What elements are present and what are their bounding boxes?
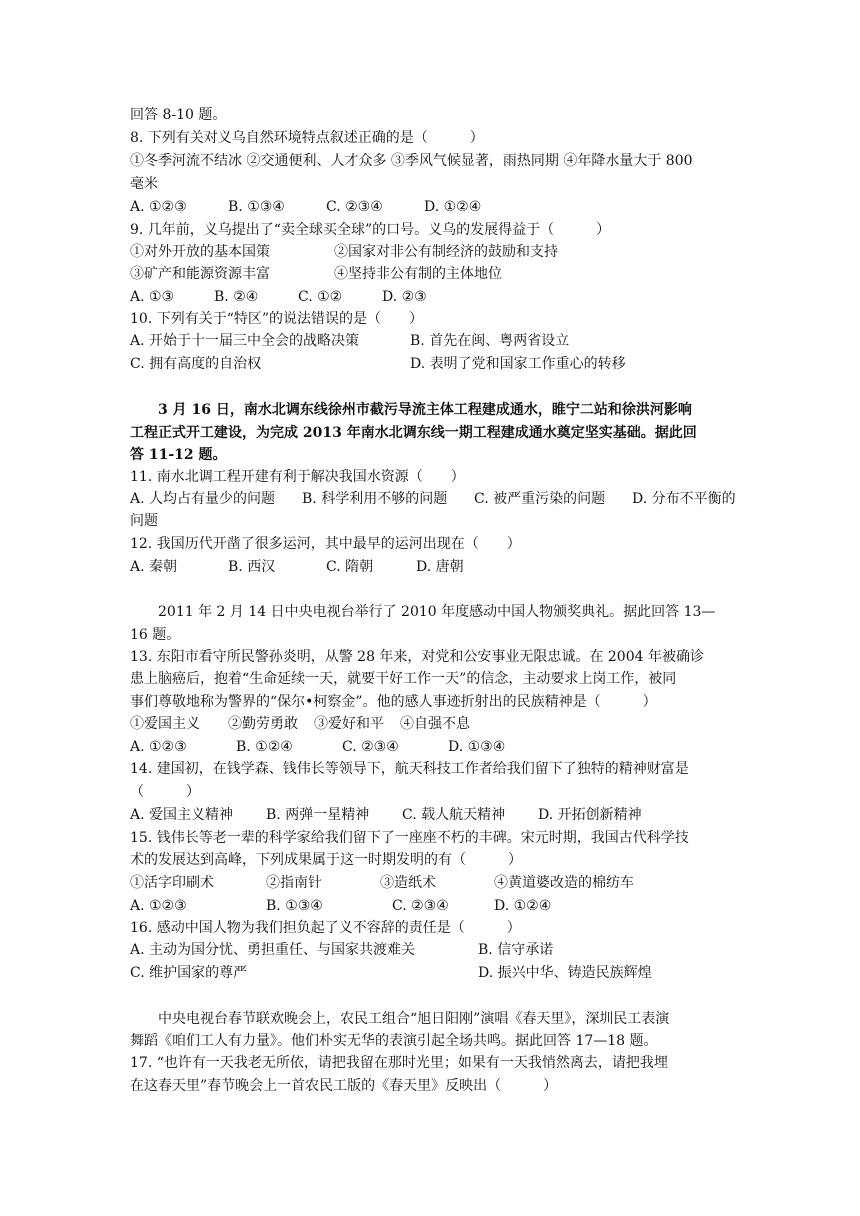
text-line: 患上脑癌后，抱着“生命延续一天，就要干好工作一天”的信念，主动要求上岗工作，被同	[130, 671, 677, 687]
answer-options	[130, 557, 464, 577]
text-line: 事们尊敬地称为警界的“保尔•柯察金”。他的感人事迹折射出的民族精神是（ ）	[130, 694, 657, 710]
option-a: A. 人均占有量少的问题	[130, 491, 276, 507]
answer-options	[130, 805, 642, 825]
statement-1: ①对外开放的基本国策	[130, 244, 270, 260]
answer-options	[130, 940, 553, 960]
passage-line: 中央电视台春节联欢晚会上，农民工组合“旭日阳刚”演唱《春天里》，深圳民工表演	[130, 1011, 670, 1027]
statement-2: ②国家对非公有制经济的鼓励和支持	[334, 244, 558, 260]
passage-line: 2011 年 2 月 14 日中央电视台举行了 2010 年度感动中国人物颁奖典礼。据此回答 13—	[130, 604, 716, 620]
option-b: B. ①③④	[266, 898, 323, 914]
option-a: A. ①②③	[130, 898, 187, 914]
answer-options	[130, 354, 626, 374]
option-b: B. 西汉	[228, 559, 276, 575]
option-a: A. ①②③	[130, 739, 187, 755]
option-c: C. ②③④	[326, 199, 383, 215]
option-c: C. ①②	[298, 289, 343, 305]
statement-options	[130, 873, 634, 893]
option-d: D. 振兴中华、铸造民族辉煌	[478, 965, 652, 981]
option-d: D. 表明了党和国家工作重心的转移	[410, 356, 626, 372]
answer-options	[130, 331, 569, 351]
passage-line: 3 月 16 日，南水北调东线徐州市截污导流主体工程建成通水，睢宁二站和徐洪河影响	[130, 402, 692, 418]
option-d: D. 开拓创新精神	[538, 807, 642, 823]
answer-options	[130, 197, 481, 217]
option-a: A. ①③	[130, 289, 175, 305]
option-b: B. 科学利用不够的问题	[302, 491, 448, 507]
option-c: C. 被严重污染的问题	[474, 491, 606, 507]
option-c: C. 拥有高度的自治权	[130, 356, 262, 372]
option-d: D. 分布不平衡的	[632, 491, 736, 507]
option-b: B. 信守承诺	[478, 942, 554, 958]
question-11: 11. 南水北调工程开建有利于解决我国水资源（ ）	[130, 469, 465, 485]
answer-options	[130, 287, 427, 307]
question-14: 14. 建国初，在钱学森、钱伟长等领导下，航天科技工作者给我们留下了独特的精神财富是	[130, 761, 689, 777]
text-line: ①冬季河流不结冰 ②交通便利、人才众多 ③季风气候显著，雨热同期 ④年降水量大于 800	[130, 153, 693, 169]
option-c: C. 隋朝	[326, 559, 374, 575]
passage-line: 答 11-12 题。	[130, 447, 227, 463]
option-a: A. 开始于十一届三中全会的战略决策	[130, 333, 360, 349]
option-d: D. ①②④	[494, 898, 552, 914]
option-a: A. 秦朝	[130, 559, 178, 575]
answer-options	[130, 963, 652, 983]
text-line: 术的发展达到高峰，下列成果属于这一时期发明的有（ ）	[130, 852, 522, 868]
option-d: D. 唐朝	[416, 559, 464, 575]
text-line: 毫米	[130, 176, 158, 192]
statement-3: ③矿产和能源资源丰富	[130, 266, 270, 282]
answer-options	[130, 896, 551, 916]
statement-options	[130, 264, 502, 284]
answer-options	[130, 737, 505, 757]
question-8: 8. 下列有关对义乌自然环境特点叙述正确的是（ ）	[130, 130, 484, 146]
statement-4: ④黄道婆改造的棉纺车	[494, 875, 634, 891]
option-d: D. ①③④	[448, 739, 506, 755]
question-16: 16. 感动中国人物为我们担负起了义不容辞的责任是（ ）	[130, 920, 521, 936]
question-13: 13. 东阳市看守所民警孙炎明，从警 28 年来，对党和公安事业无限忠诚。在 2004 年被确诊	[130, 649, 704, 665]
option-b: B. ①③④	[228, 199, 285, 215]
option-c: C. ②③④	[342, 739, 399, 755]
option-a: A. 爱国主义精神	[130, 807, 234, 823]
option-b: B. ②④	[214, 289, 259, 305]
question-17: 17. “也许有一天我老无所依，请把我留在那时光里；如果有一天我悄然离去，请把我埋	[130, 1055, 668, 1071]
option-c: C. 载人航天精神	[402, 807, 506, 823]
option-b: B. 首先在闽、粤两省设立	[410, 333, 570, 349]
question-12: 12. 我国历代开凿了很多运河，其中最早的运河出现在（ ）	[130, 536, 521, 552]
statement-4: ④坚持非公有制的主体地位	[334, 266, 502, 282]
statement-1: ①爱国主义	[130, 716, 200, 732]
question-9: 9. 几年前，义乌提出了“卖全球买全球”的口号。义乌的发展得益于（ ）	[130, 222, 611, 238]
statement-1: ①活字印刷术	[130, 875, 214, 891]
statement-options	[130, 714, 470, 734]
passage-line: 16 题。	[130, 627, 181, 643]
question-10: 10. 下列有关于“特区”的说法错误的是（ ）	[130, 311, 424, 327]
option-a: A. 主动为国分忧、勇担重任、与国家共渡难关	[130, 942, 416, 958]
question-15: 15. 钱伟长等老一辈的科学家给我们留下了一座座不朽的丰碑。宋元时期，我国古代科学技	[130, 830, 689, 846]
statement-2: ②勤劳勇敢	[228, 716, 298, 732]
text-line: （ ）	[130, 784, 200, 800]
option-b: B. ①②④	[236, 739, 293, 755]
text-line: 问题	[130, 513, 158, 529]
option-b: B. 两弹一星精神	[266, 807, 370, 823]
text-line: 在这春天里”春节晚会上一首农民工版的《春天里》反映出（ ）	[130, 1078, 558, 1094]
option-d: D. ①②④	[424, 199, 482, 215]
option-c: C. ②③④	[392, 898, 449, 914]
statement-4: ④自强不息	[400, 716, 470, 732]
option-c: C. 维护国家的尊严	[130, 965, 248, 981]
passage-line: 工程正式开工建设，为完成 2013 年南水北调东线一期工程建成通水奠定坚实基础。据此回	[130, 425, 697, 441]
statement-2: ②指南针	[266, 875, 322, 891]
statement-3: ③爱好和平	[314, 716, 384, 732]
statement-options	[130, 242, 558, 262]
option-d: D. ②③	[382, 289, 427, 305]
statement-3: ③造纸术	[380, 875, 436, 891]
passage-line: 舞蹈《咱们工人有力量》。他们朴实无华的表演引起全场共鸣。据此回答 17—18 题。	[130, 1033, 658, 1049]
text-line: 回答 8-10 题。	[130, 107, 227, 123]
answer-options	[130, 489, 736, 509]
option-a: A. ①②③	[130, 199, 187, 215]
